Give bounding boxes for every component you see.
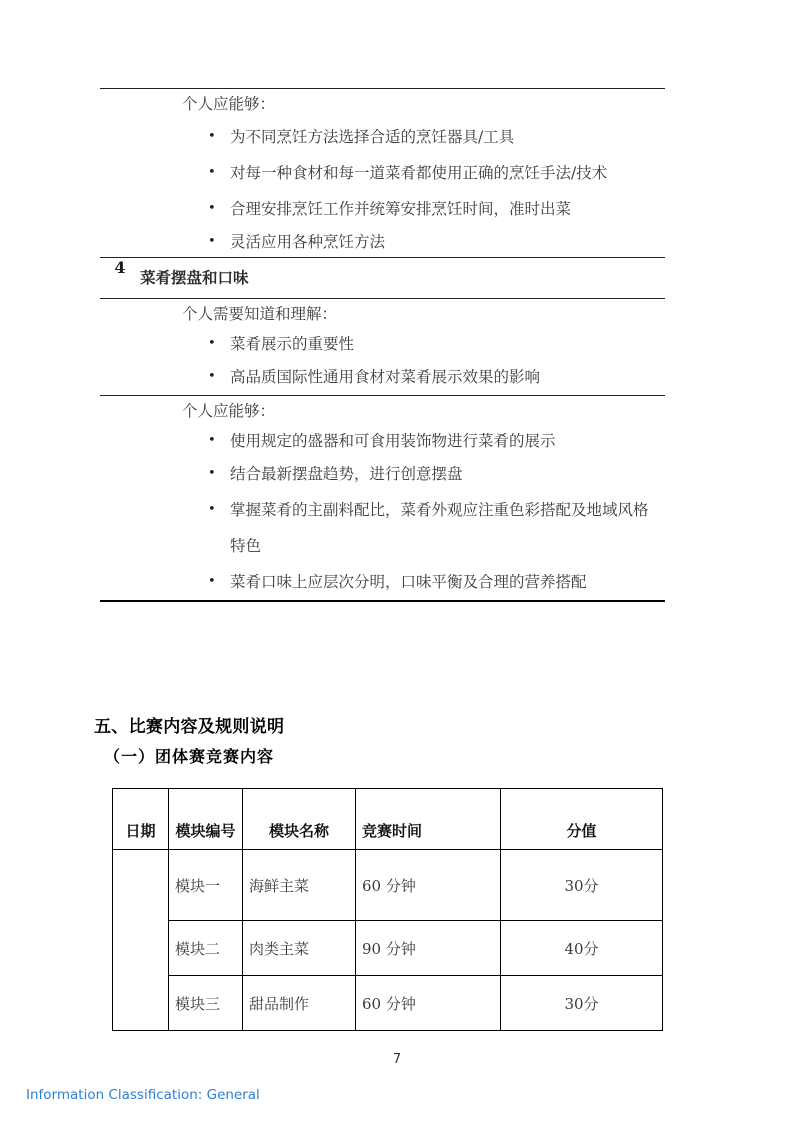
criteria-body-cell	[140, 299, 665, 396]
list-item-text: 菜肴展示的重要性	[230, 335, 355, 353]
list-item-text: 掌握菜肴的主副料配比，菜肴外观应注重色彩搭配及地域风格特色	[230, 501, 649, 555]
bullet-icon: •	[208, 369, 216, 384]
list-item	[140, 329, 665, 359]
table-row	[113, 976, 663, 1031]
cell-score: 40分	[501, 921, 663, 976]
criteria-intro: 个人应能够：	[182, 95, 276, 113]
table-row	[113, 921, 663, 976]
list-item	[140, 155, 665, 191]
list-item-text: 合理安排烹饪工作并统筹安排烹饪时间，准时出菜	[230, 200, 572, 218]
column-header-module-code: 模块编号	[169, 789, 243, 850]
cell-score: 30分	[501, 976, 663, 1031]
column-header-module-name: 模块名称	[243, 789, 356, 850]
criteria-number-cell	[100, 89, 140, 258]
list-item	[140, 456, 665, 492]
list-item-text: 使用规定的盛器和可食用装饰物进行菜肴的展示	[230, 432, 556, 450]
cell-score: 30分	[501, 850, 663, 921]
column-header-date: 日期	[113, 789, 169, 850]
bullet-icon: •	[208, 234, 216, 249]
table-header-row	[113, 789, 663, 850]
list-item-text: 灵活应用各种烹饪方法	[230, 233, 386, 251]
cell-module-code: 模块三	[169, 976, 243, 1031]
criteria-table	[100, 88, 665, 602]
list-item	[140, 227, 665, 257]
bullet-icon: •	[208, 129, 216, 144]
criteria-section-title-cell	[140, 258, 665, 299]
cell-module-code: 模块一	[169, 850, 243, 921]
table-row	[113, 850, 663, 921]
cell-competition-time: 60 分钟	[356, 850, 501, 921]
criteria-number-cell	[100, 299, 140, 396]
table-row-section-header	[100, 258, 665, 299]
table-row	[100, 89, 665, 258]
criteria-bullet-list	[140, 119, 665, 257]
bullet-icon: •	[208, 336, 216, 351]
list-item	[140, 564, 665, 600]
cell-date	[113, 850, 169, 1031]
page-title: 五、比赛内容及规则说明	[94, 717, 285, 737]
bullet-icon: •	[208, 502, 216, 517]
cell-module-name: 肉类主菜	[243, 921, 356, 976]
bullet-icon: •	[208, 574, 216, 589]
table-row	[100, 299, 665, 396]
criteria-bullet-list	[140, 426, 665, 600]
bullet-icon: •	[208, 165, 216, 180]
criteria-body-cell	[140, 89, 665, 258]
list-item	[140, 492, 665, 564]
cell-module-name: 甜品制作	[243, 976, 356, 1031]
list-item-text: 结合最新摆盘趋势，进行创意摆盘	[230, 465, 463, 483]
classification-label: Information Classification: General	[26, 1087, 260, 1103]
list-item-text: 高品质国际性通用食材对菜肴展示效果的影响	[230, 368, 541, 386]
list-item	[140, 359, 665, 395]
column-header-score: 分值	[501, 789, 663, 850]
bullet-icon: •	[208, 201, 216, 216]
list-item-text: 为不同烹饪方法选择合适的烹饪器具/工具	[230, 128, 515, 146]
cell-competition-time: 90 分钟	[356, 921, 501, 976]
subsection-title: （一）团体赛竞赛内容	[104, 747, 275, 766]
table-row	[100, 396, 665, 602]
criteria-section-title: 菜肴摆盘和口味	[140, 269, 249, 287]
column-header-competition-time: 竞赛时间	[356, 789, 501, 850]
page-number: 7	[392, 1052, 402, 1067]
bullet-icon: •	[208, 466, 216, 481]
list-item	[140, 119, 665, 155]
criteria-bullet-list	[140, 329, 665, 395]
criteria-number-cell: 4	[100, 258, 140, 299]
bullet-icon: •	[208, 433, 216, 448]
cell-module-name: 海鲜主菜	[243, 850, 356, 921]
list-item-text: 菜肴口味上应层次分明，口味平衡及合理的营养搭配	[230, 573, 587, 591]
modules-table	[112, 788, 663, 1031]
criteria-number-cell	[100, 396, 140, 602]
cell-module-code: 模块二	[169, 921, 243, 976]
criteria-body-cell	[140, 396, 665, 602]
cell-competition-time: 60 分钟	[356, 976, 501, 1031]
criteria-intro: 个人需要知道和理解：	[182, 305, 338, 323]
criteria-intro: 个人应能够：	[182, 402, 276, 420]
list-item	[140, 191, 665, 227]
list-item-text: 对每一种食材和每一道菜肴都使用正确的烹饪手法/技术	[230, 164, 608, 182]
list-item	[140, 426, 665, 456]
